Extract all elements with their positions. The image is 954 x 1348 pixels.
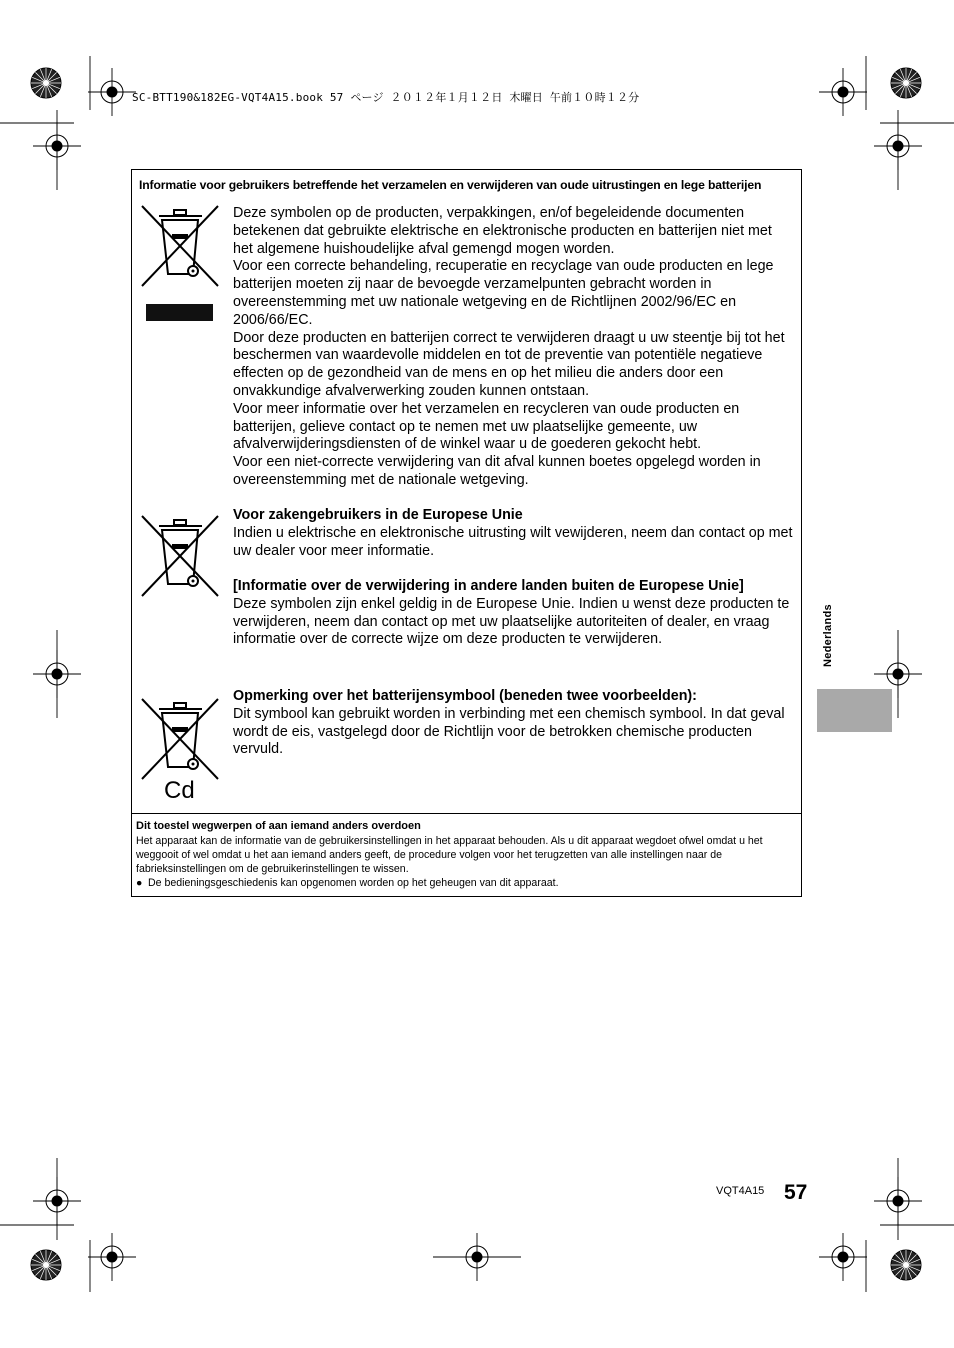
language-tab-label: Nederlands (822, 604, 834, 668)
box-title: Informatie voor gebruikers betreffende het verzamelen en verwijderen van oude uitrustingen en lege batterijen (139, 178, 762, 192)
section-heading: [Informatie over de verwijdering in andere landen buiten de Europese Unie] (233, 578, 744, 594)
registration-mark-icon (819, 68, 867, 116)
print-header: SC-BTT190&182EG-VQT4A15.book 57 ページ ２０１２年１月１２日 木曜日 午前１０時１２分 (132, 91, 640, 104)
chemical-symbol-cd: Cd (164, 777, 195, 804)
star-target-icon (31, 1250, 61, 1280)
paragraph: Het apparaat kan de informatie van de gebruikersinstellingen in het apparaat behouden. Als u dit apparaat wegdoet ofwel omdat u het weggooit of wel omdat u het aan iemand anders geeft, de procedure volgen voor het terugzetten van alle instellingen naar de fabrieksinstellingen om de gebruikerinstellingen te wissen. (136, 835, 763, 875)
paragraph: Voor een niet-correcte verwijdering van dit afval kunnen boetes opgelegd worden in overeenstemming met de nationale wetgeving. (233, 454, 761, 488)
main-text (233, 205, 795, 490)
paragraph: Dit symbool kan gebruikt worden in verbinding met een chemisch symbool. In dat geval wordt de eis, vastgelegd door de Richtlijn voor de betrokken chemische producten vervuld. (233, 705, 785, 758)
language-tab-marker (817, 689, 892, 732)
star-target-icon (891, 68, 921, 98)
outside-eu-section (233, 578, 795, 649)
solid-bar-symbol (146, 304, 213, 321)
section-heading: Opmerking over het batterijensymbool (beneden twee voorbeelden): (233, 688, 697, 704)
document-code: VQT4A15 (716, 1185, 765, 1197)
paragraph: Voor een correcte behandeling, recuperatie en recyclage van oude producten en lege batterijen moeten zij naar de bevoegde verzamelpunten gebracht worden in overeenstemming met uw nationale wetgeving en de Richtlijnen 2002/96/EC en 2006/66/EC. (233, 258, 774, 328)
paragraph: Door deze producten en batterijen correct te verwijderen draagt u uw steentje bij tot het beschermen van waardevolle middelen en tot de preventie van potentiële negatieve effecten op de gezondheid van de mens en op het milieu die anders door een onvakkundige afvalverwerking zouden kunnen ontstaan. (233, 329, 785, 399)
bullet-text: De bedieningsgeschiedenis kan opgenomen worden op het geheugen van dit apparaat. (148, 877, 559, 889)
footer-section-text (136, 834, 796, 890)
section-divider (132, 813, 801, 814)
registration-mark-icon (88, 1233, 136, 1281)
registration-mark-icon (819, 1233, 867, 1281)
star-target-icon (891, 1250, 921, 1280)
page-number: 57 (784, 1181, 808, 1204)
crossed-out-wheelie-bin-icon (138, 204, 222, 288)
paragraph: Deze symbolen zijn enkel geldig in de Europese Unie. Indien u wenst deze producten te verwijderen, neem dan contact op met uw plaatselijke autoriteiten of dealer, en vraag informatie over de correcte wijze om deze producten te verwijderen. (233, 595, 790, 648)
paragraph: Voor meer informatie over het verzamelen en recycleren van oude producten en batterijen, gelieve contact op te nemen met uw plaatselijke gemeente, uw afvalverwijderingsdiensten of de winkel waar u de goederen gekocht hebt. (233, 400, 740, 453)
business-section (233, 507, 795, 560)
registration-mark-icon (88, 68, 136, 116)
crossed-out-wheelie-bin-icon (138, 697, 222, 781)
disposal-info-box (131, 169, 802, 897)
battery-note-section (233, 688, 795, 759)
bullet-icon: ● (136, 877, 143, 889)
paragraph: Indien u elektrische en elektronische uitrusting wilt vewijderen, neem dan contact op met uw dealer voor meer informatie. (233, 524, 793, 559)
footer-section-title: Dit toestel wegwerpen of aan iemand anders overdoen (136, 820, 421, 832)
crossed-out-wheelie-bin-icon (138, 514, 222, 598)
paragraph: Deze symbolen op de producten, verpakkingen, en/of begeleidende documenten betekenen dat gebruikte elektrische en elektronische producten en batterijen niet met het algemene huishoudelijke afval gemengd mogen worden. (233, 205, 772, 257)
bullet-item (136, 876, 796, 890)
star-target-icon (31, 68, 61, 98)
section-heading: Voor zakengebruikers in de Europese Unie (233, 507, 523, 523)
